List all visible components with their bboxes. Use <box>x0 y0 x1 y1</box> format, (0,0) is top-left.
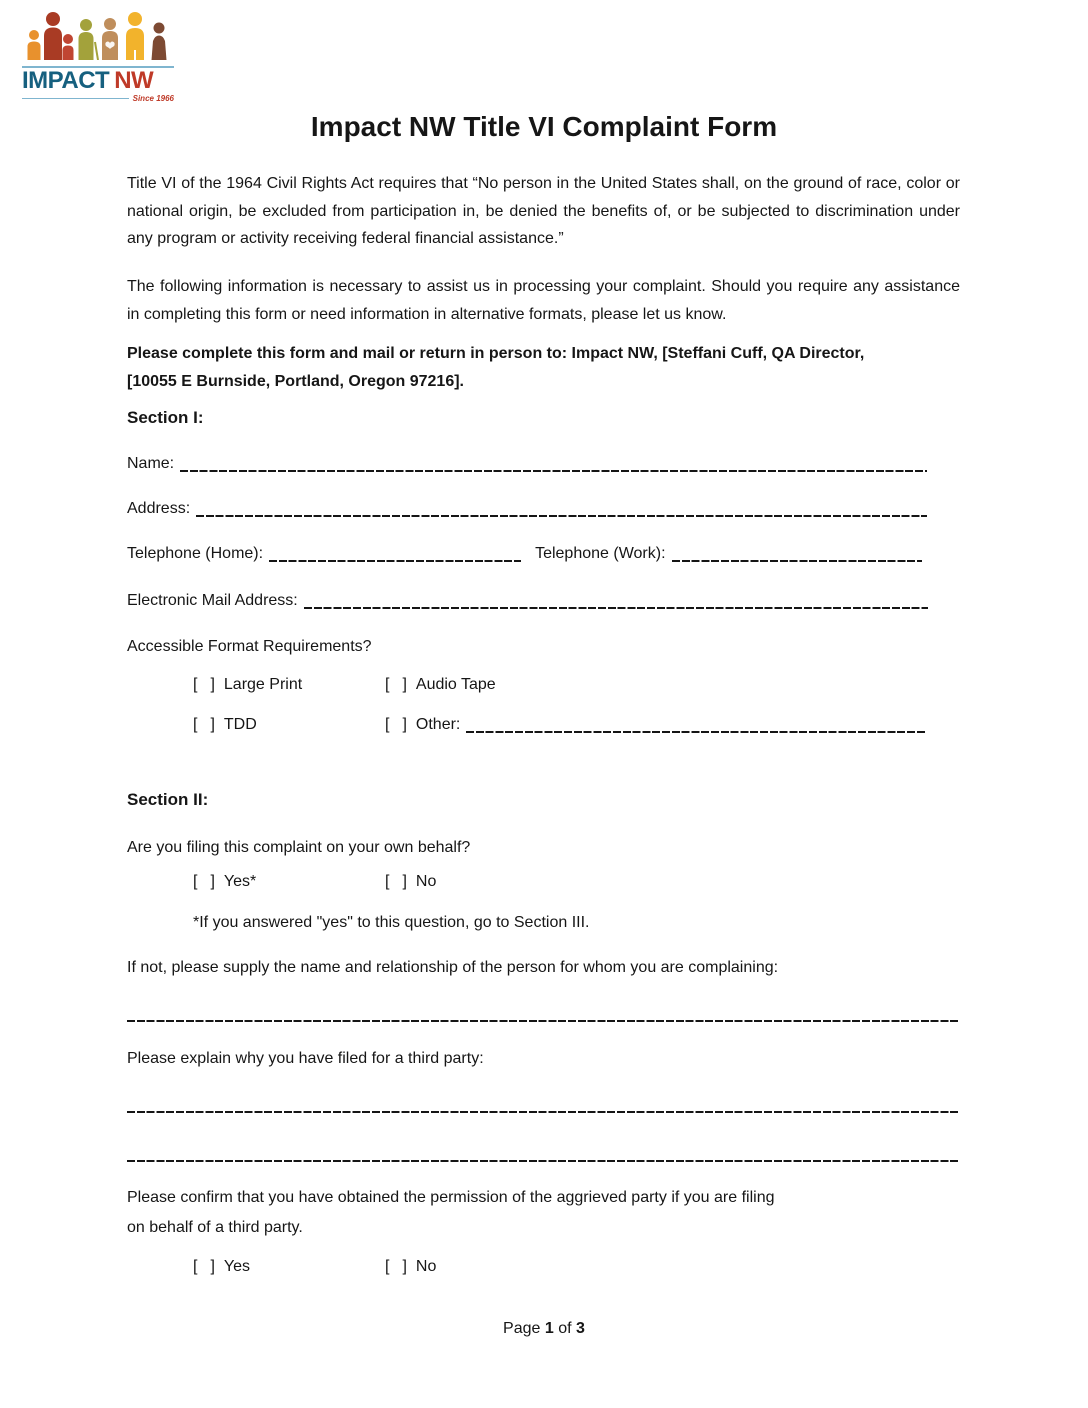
mail-instructions-line1: Please complete this form and mail or return in person to: Impact NW, [Steffani Cuff, QA Director, <box>127 345 865 362</box>
checkbox-yes-starred[interactable] <box>193 870 256 894</box>
checkbox-other[interactable] <box>385 713 925 737</box>
logo-people-figures-icon <box>22 8 174 60</box>
intro-paragraph-assistance: The following information is necessary to assist us in processing your complaint. Should you require any assistance in completing this form or need information in alternative formats, please let us know. <box>127 278 960 323</box>
bracket-open: [ <box>193 873 198 890</box>
bracket-open: [ <box>193 676 198 693</box>
footer-total-pages: 3 <box>576 1320 585 1337</box>
explain-third-party-question: Please explain why you have filed for a third party: <box>127 1050 484 1067</box>
logo-wordmark <box>22 68 174 94</box>
bracket-open: [ <box>385 676 390 693</box>
bracket-close: ] <box>210 873 215 890</box>
telephone-field-row <box>127 542 922 566</box>
impact-nw-logo <box>22 8 174 103</box>
checkbox-tdd[interactable] <box>193 713 257 737</box>
page-title: Impact NW Title VI Complaint Form <box>310 111 778 142</box>
bracket-open: [ <box>385 716 390 733</box>
tdd-label: TDD <box>223 716 257 733</box>
mail-instructions-line2: [10055 E Burnside, Portland, Oregon 97216]. <box>127 372 464 390</box>
bracket-close: ] <box>210 716 215 733</box>
name-blank-line[interactable] <box>180 470 927 472</box>
no-label-2: No <box>415 1258 437 1275</box>
confirm-options-row <box>127 1255 960 1279</box>
yes-starred-label: Yes* <box>223 873 257 890</box>
email-label: Electronic Mail Address: <box>127 592 298 609</box>
bracket-close: ] <box>210 676 215 693</box>
telephone-home-blank-line[interactable] <box>269 560 521 562</box>
mail-instructions-paragraph <box>127 340 960 395</box>
section-1-heading: Section I: <box>127 408 204 427</box>
other-blank-line[interactable] <box>466 731 925 733</box>
telephone-work-label: Telephone (Work): <box>535 545 666 562</box>
name-label: Name: <box>127 455 175 472</box>
checkbox-audio-tape[interactable] <box>385 673 496 697</box>
section-2-heading: Section II: <box>127 790 209 809</box>
bracket-close: ] <box>402 1258 407 1275</box>
explain-blank-line-2[interactable] <box>127 1160 960 1162</box>
relationship-blank-line[interactable] <box>127 1020 960 1022</box>
checkbox-no-1[interactable] <box>385 870 436 894</box>
large-print-label: Large Print <box>223 676 303 693</box>
footer-of-word: of <box>558 1320 572 1337</box>
address-blank-line[interactable] <box>196 515 927 517</box>
yes-label-2: Yes <box>223 1258 251 1275</box>
logo-tagline-text: Since 1966 <box>132 94 174 103</box>
audio-tape-label: Audio Tape <box>415 676 496 693</box>
logo-tagline <box>22 94 174 103</box>
bracket-open: [ <box>193 716 198 733</box>
bracket-close: ] <box>402 873 407 890</box>
footer-page-number: 1 <box>544 1320 554 1337</box>
page-footer <box>0 1320 1088 1338</box>
confirm-permission-line1: Please confirm that you have obtained the permission of the aggrieved party if you are filing <box>127 1189 775 1206</box>
telephone-work-blank-line[interactable] <box>672 560 922 562</box>
logo-tagline-line <box>22 98 129 99</box>
bracket-close: ] <box>402 716 407 733</box>
bracket-close: ] <box>402 676 407 693</box>
confirm-permission-paragraph <box>127 1183 960 1243</box>
accessible-format-question: Accessible Format Requirements? <box>127 638 372 655</box>
telephone-home-label: Telephone (Home): <box>127 545 264 562</box>
bracket-open: [ <box>385 873 390 890</box>
explain-blank-line-1[interactable] <box>127 1111 960 1113</box>
bracket-open: [ <box>385 1258 390 1275</box>
intro-paragraph-title-vi: Title VI of the 1964 Civil Rights Act requires that “No person in the United States shall, on the ground of race, color or national origin, be excluded from participation in, be denied the benefits of, or be subjected to discrimination under any program or activity receiving federal financial assistance.” <box>127 175 960 247</box>
footer-page-word: Page <box>503 1320 541 1337</box>
yes-footnote: *If you answered "yes" to this question, go to Section III. <box>193 914 590 931</box>
logo-wordmark-impact: IMPACT <box>22 67 110 94</box>
confirm-permission-line2: on behalf of a third party. <box>127 1219 303 1236</box>
other-label: Other: <box>415 716 461 733</box>
own-behalf-question: Are you filing this complaint on your own behalf? <box>127 839 471 856</box>
no-label-1: No <box>415 873 437 890</box>
bracket-close: ] <box>210 1258 215 1275</box>
address-field-row <box>127 497 927 521</box>
checkbox-large-print[interactable] <box>193 673 302 697</box>
format-options-row-2 <box>127 713 960 737</box>
email-field-row <box>127 589 928 613</box>
bracket-open: [ <box>193 1258 198 1275</box>
checkbox-yes-2[interactable] <box>193 1255 250 1279</box>
own-behalf-options-row <box>127 870 960 894</box>
relationship-question: If not, please supply the name and relationship of the person for whom you are complaining: <box>127 959 779 976</box>
checkbox-no-2[interactable] <box>385 1255 436 1279</box>
email-blank-line[interactable] <box>304 607 928 609</box>
address-label: Address: <box>127 500 191 517</box>
logo-wordmark-nw: NW <box>114 67 154 94</box>
name-field-row <box>127 452 927 476</box>
format-options-row-1 <box>127 673 960 697</box>
